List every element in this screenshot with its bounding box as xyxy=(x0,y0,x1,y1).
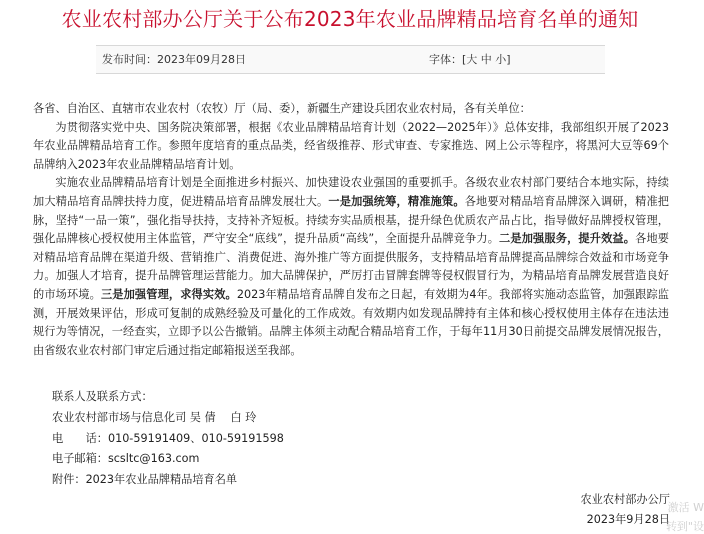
point-three-text: 2023年精品培育品牌自发布之日起，有效期为4年。我部将实施动态监管，加强跟踪监测，开展效果评估，形成可复制的成熟经验及可量化的工作成效。有效期内如发现品牌持有主体和核心授权使用主体存在违法违规行为等情况，一经查实，立即予以公告撤销。品牌主体须主动配合精品培育工作，于每年11月30日前提交品牌发展情况报告，由省级农业农村部门审定后通过指定邮箱报送至我部。 xyxy=(33,287,669,357)
email-label: 电子邮箱： xyxy=(52,452,108,465)
contact-person: 农业农村部市场与信息化司 吴 倩 白 玲 xyxy=(52,411,257,424)
article-body xyxy=(33,100,669,360)
point-one-text: 各地要对精品培育品牌深入调研，精准把脉，坚持“一品一策”，强化指导扶持，支持补齐短板。持续夯实品质根基，提升绿色优质农产品占比，指导做好品牌授权管理，强化品牌核心授权使用主体监管，严守安全“底线”，提升品质“高线”，全面提升品牌竞争力。 xyxy=(33,194,669,246)
font-size-label: 字体： xyxy=(429,53,462,66)
point-one-heading: 一是加强统筹，精准施策。 xyxy=(328,194,465,208)
signature-date: 2023年9月28日 xyxy=(586,513,670,526)
point-two-heading: 二是加强服务，提升效益。 xyxy=(499,232,636,246)
publish-date-value: 2023年09月28日 xyxy=(157,53,246,66)
page-title: 农业农村部办公厅关于公布2023年农业品牌精品培育名单的通知 xyxy=(61,7,639,31)
meta-bar xyxy=(96,45,605,74)
salutation: 各省、自治区、直辖市农业农村（农牧）厅（局、委），新疆生产建设兵团农业农村局，各有关单位： xyxy=(33,102,531,115)
font-size-small-button[interactable]: 小 xyxy=(495,53,507,66)
phone-label: 电 话： xyxy=(52,432,108,445)
point-two-text: 各地要对精品培育品牌在渠道升级、营销推广、消费促进、海外推广等方面提供服务，支持精品培育品牌提高品牌综合效益和市场竞争力。加强人才培育，提升品牌管理运营能力。加大品牌保护，严厉打击冒牌套牌等侵权假冒行为，为精品培育品牌发展营造良好的市场环境。 xyxy=(33,232,669,301)
phone-value: 010-59191409、010-59191598 xyxy=(107,432,284,445)
font-size-large-button[interactable]: 大 xyxy=(466,53,478,66)
publish-date xyxy=(102,46,246,73)
font-size-control xyxy=(429,46,511,73)
paragraph-1: 为贯彻落实党中央、国务院决策部署，根据《农业品牌精品培育计划（2022—2025年）》总体安排，我部组织开展了2023年农业品牌精品培育工作。参照年度培育的重点品类，经省级推荐、形式审查、专家推选、网上公示等程序，将黑河大豆等69个品牌纳入2023年农业品牌精品培育计划。 xyxy=(33,120,669,171)
contact-heading: 联系人及联系方式： xyxy=(52,390,153,403)
signature-org: 农业农村部办公厅 xyxy=(580,493,670,506)
activation-watermark-line-2: 转到"设 xyxy=(665,520,704,533)
attachment-link[interactable]: 附件：2023年农业品牌精品培育名单 xyxy=(52,473,238,486)
paragraph-2-intro: 实施农业品牌精品培育计划是全面推进乡村振兴、加快建设农业强国的重要抓手。各级农业农村部门要结合本地实际，持续加大精品培育品牌扶持力度，促进精品培育品牌发展壮大。 xyxy=(33,176,669,208)
paragraph-2 xyxy=(33,174,669,360)
contact-phone xyxy=(52,430,552,448)
font-bracket-open: [ xyxy=(462,53,467,66)
publish-date-label: 发布时间： xyxy=(102,53,157,66)
contact-email xyxy=(52,450,552,468)
font-bracket-close: ] xyxy=(506,53,511,66)
activation-watermark-line-1: 激活 W xyxy=(667,501,704,514)
point-three-heading: 三是加强管理，求得实效。 xyxy=(100,287,237,301)
font-size-medium-button[interactable]: 中 xyxy=(480,53,492,66)
email-link[interactable]: scsltc@163.com xyxy=(107,452,200,465)
